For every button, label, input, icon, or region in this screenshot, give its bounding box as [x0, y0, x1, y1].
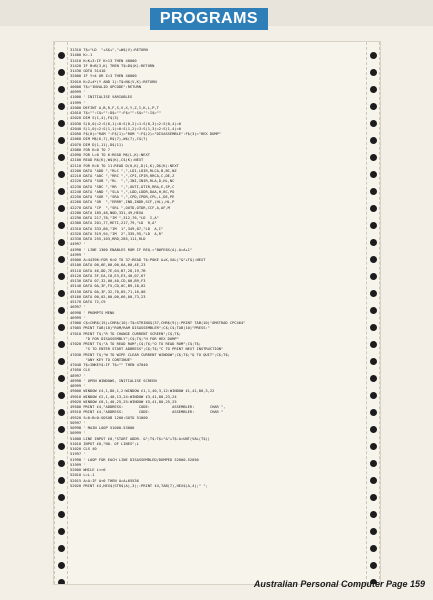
- code-line: 47040 T$=INKEY$:IF T$="" THEN 47040: [70, 363, 148, 367]
- code-line: 42290 DATA 217,78,"IM ",312,76,"LD I,A": [70, 216, 159, 220]
- code-line: 42010 T$="":C$="":D$="":F$="":S$="":I$="": [70, 111, 162, 115]
- feed-hole: [370, 494, 377, 501]
- code-line: 45120 DATA 3F,EA,C0,E3,E3,40,07,67: [70, 273, 146, 278]
- section-title-banner: [150, 8, 268, 30]
- code-line: 45140 DATA 0A,3F,F5,CD,0C,B9,18,02: [70, 284, 146, 289]
- feed-hole: [370, 341, 377, 348]
- feed-hole: [58, 545, 65, 552]
- code-line: 47020 PRINT T$;"A TO READ RAM";C$;T$;"O TO READ ROM";C$;T$;: [70, 342, 201, 346]
- code-line: 42260 DATA "OR ","ERRR",IND,INDR,SCF,(HL),HL,P: [70, 200, 175, 205]
- code-line: 44999 ': [70, 252, 86, 257]
- feed-hole: [58, 358, 65, 365]
- feed-hole: [370, 477, 377, 484]
- code-line: 42230 DATA "SBC ","RR ",",OUTI,OTIR,RRA,E,SP,C: [70, 184, 175, 189]
- code-line: 48997 ': [70, 373, 86, 378]
- section-title: PROGRAMS: [159, 10, 259, 27]
- code-line: 42220 DATA "SUB ","RL ",",INI,INIR,RLA,D,HL,NC: [70, 179, 175, 184]
- right-tractor-feed-strip: [366, 42, 380, 584]
- code-line: 45100 DATA 00,6E,00,00,6A,00,4E,23: [70, 263, 146, 268]
- code-line: 31430 GOTO 31410: [70, 69, 106, 73]
- code-line: 42100 READ R$(K),W$(K),C$(K):NEXT: [70, 158, 144, 163]
- feed-hole: [370, 256, 377, 263]
- feed-hole: [58, 477, 65, 484]
- code-line: 49500 PRINT £4,"ADDRESS: CODE: ASSEMBLER: CHAR ",: [70, 405, 226, 409]
- feed-hole: [58, 426, 65, 433]
- code-line: 41000 ' INITIALISE VARIABLES: [70, 95, 133, 100]
- feed-hole: [58, 528, 65, 535]
- feed-hole: [58, 579, 65, 584]
- code-line: 49520 S=0:B=0:GOSUB 1200:GOTO 51000: [70, 415, 148, 420]
- code-line: 45110 DATA 46,DD,7E,04,B7,28,19,7B: [70, 268, 146, 273]
- code-line: 50998 ' MAIN LOOP 51000-53000: [70, 426, 135, 430]
- feed-hole: [370, 137, 377, 144]
- code-line: 51998 ' LOOP FOR EACH LINE DISASSEMBLED/DUMPED 52000-52050: [70, 457, 199, 462]
- feed-hole: [58, 256, 65, 263]
- code-line: 47030 PRINT T$;"W TO WIPE CLEAR CURRENT WINDOW";C$;T$;"Q TO QUIT";C$;T$;: [70, 352, 230, 357]
- code-line: 42320 DATA 319,94,"IM 2",335,95,"LD A,R": [70, 231, 164, 236]
- code-line: 42070 DIM D(1,11),D$(11): [70, 142, 124, 147]
- page-footer: [254, 579, 425, 589]
- feed-hole: [370, 392, 377, 399]
- code-line: 47010 PRINT T$;"R TO CHANGE CURRENT SCREEN";C$;T$;: [70, 331, 182, 336]
- feed-hole: [370, 52, 377, 59]
- code-line: 44997 ': [70, 242, 86, 247]
- code-line: 32010 K=Z+4*(Y AND 1):T$=N$(V,K):RETURN: [70, 79, 157, 84]
- feed-hole: [58, 392, 65, 399]
- code-line: 51010 INPUT £0,"NO. OF LINES";L: [70, 441, 139, 446]
- feed-hole: [370, 290, 377, 297]
- code-line: 42250 DATA "XOR ","SRA ",",CPD,CPDR,CPL,L,DE,PE: [70, 195, 175, 199]
- publication-name: Australian Personal Computer: [253, 579, 384, 589]
- code-line: 31420 IF B<B(3,K) THEN T$=D$(K):RETURN: [70, 63, 155, 68]
- code-line: 42200 DATA "ADD ","RLC ",",LDI,LDIR,RLCA,B,BC,NZ: [70, 168, 177, 173]
- code-line: 32000 IF Y<4 OR Z=3 THEN 40000: [70, 74, 137, 79]
- left-tractor-feed-strip: [54, 42, 68, 584]
- feed-hole: [58, 494, 65, 501]
- code-line: 46997 ': [70, 305, 86, 310]
- page-header: [0, 0, 433, 26]
- feed-hole: [370, 375, 377, 382]
- feed-hole: [58, 52, 65, 59]
- feed-hole: [58, 103, 65, 110]
- code-line: 42090 FOR L=0 TO 6:READ M$(L,K):NEXT: [70, 153, 150, 157]
- code-line: "ANY KEY TO CONTINUE": [70, 357, 133, 362]
- feed-hole: [58, 239, 65, 246]
- feed-hole: [370, 86, 377, 93]
- feed-hole: [58, 375, 65, 382]
- program-listing-printout: [54, 42, 380, 584]
- feed-hole: [58, 222, 65, 229]
- code-line: 42080 FOR K=0 TO 7: [70, 147, 110, 152]
- code-line: 42280 DATA 185,48,NOD,331,49,HEXA: [70, 210, 144, 215]
- code-line: 45000 A=44396:FOR K=0 TO 37:READ T$:POKE A+K,VAL("&"+T$):NEXT: [70, 258, 206, 262]
- code-line: 42330 DATA 255,103,RRD,285,111,RLD: [70, 237, 146, 241]
- code-line: 45130 DATA 07,32,00,40,CD,00,B9,F3: [70, 279, 146, 283]
- feed-hole: [58, 69, 65, 76]
- code-line: 42040 S(1,0)=2:S(1,1)=0:S(1,2)=3:S(1,3)=2:S(1,4)=0: [70, 126, 182, 131]
- feed-hole: [58, 205, 65, 212]
- code-line: 42110 FOR K=0 TO 11:READ D(0,K),D(1,K),D$(K):NEXT: [70, 163, 179, 168]
- code-line: 49020 WINDOW £0,1,40,25,25:WINDOW £5,41,80,25,25: [70, 399, 177, 404]
- feed-hole: [370, 511, 377, 518]
- code-line: 31400 K=-1: [70, 53, 93, 58]
- code-line: 31310 T$="LD "+S$+","+W$(V):RETURN: [70, 48, 148, 52]
- feed-hole: [370, 324, 377, 331]
- code-line: 48999 ': [70, 384, 86, 388]
- code-line: 42270 DATA "CP ","SRL ",OUTD,OTDR,CCF,A,AF,M: [70, 205, 170, 210]
- code-line: 42310 DATA 333,86,"IM 1",349,87,"LD A,I": [70, 226, 164, 231]
- feed-hole: [58, 188, 65, 195]
- code-line: 45160 DATA 00,02,00,00,66,00,73,23: [70, 294, 146, 299]
- feed-hole: [370, 443, 377, 450]
- page-number: Page 159: [385, 579, 425, 589]
- code-line: 49510 PRINT £4,"ADDRESS: CODE: ASSEMBLER: CHAR ": [70, 410, 224, 415]
- code-line: 40000 T$="INVALID OPCODE":RETURN: [70, 84, 142, 89]
- feed-hole: [370, 239, 377, 246]
- code-line: 50997 ': [70, 420, 86, 425]
- code-line: 52000 WHILE L<>0: [70, 468, 106, 472]
- code-line: 42000 DEFINT A,B,R,F,S,V,X,Y,Z,I,K,L,P,T: [70, 105, 159, 110]
- feed-hole: [58, 154, 65, 161]
- feed-hole: [58, 324, 65, 331]
- feed-hole: [58, 290, 65, 297]
- code-line: 51000 LINE INPUT £0,"START ADDR. &";T$:T$="&"+T$:A=UNT(VAL(T$)): [70, 436, 210, 441]
- feed-hole: [58, 341, 65, 348]
- feed-hole: [370, 358, 377, 365]
- code-line: 42020 DIM S(1,4),F$(3): [70, 116, 119, 121]
- code-line: 42210 DATA "ADC ","RRC ",",CPI,CPIR,RRCA,C,DE,Z: [70, 174, 175, 178]
- code-line: 51999 ': [70, 462, 86, 467]
- feed-hole: [58, 273, 65, 280]
- code-line: 48998 ' OPEN WINDOWS, INITIALISE SCREEN: [70, 378, 157, 383]
- feed-hole: [58, 307, 65, 314]
- code-line: 42030 S(0,0)=2:S(0,1)=0:S(0,2)=1:S(0,3)=2:S(0,4)=0: [70, 121, 182, 126]
- code-line: 47050 CLS: [70, 368, 90, 373]
- code-line: "S TO ENTER START ADDRESS";C$;T$;"C TO PRINT NEXT INSTRUCTION": [70, 347, 224, 352]
- code-line: 46998 ' PROMPTS MENU: [70, 310, 115, 315]
- feed-hole: [370, 545, 377, 552]
- code-line: 45150 DATA 0A,3F,32,70,85,71,16,00: [70, 289, 146, 294]
- feed-hole: [370, 460, 377, 467]
- feed-hole: [370, 188, 377, 195]
- code-line: "D FOR DISASSEMBLY";C$;T$;"H FOR HEX DUMP": [70, 336, 179, 341]
- code-line: 52015 A=A:IF A<0 THEN A=A+65536: [70, 478, 139, 483]
- code-line: 42240 DATA "AND ","SLA ",",LDD,LDDR,DAA,H,BC,PO: [70, 189, 175, 194]
- feed-hole: [58, 460, 65, 467]
- code-line: 41999 ': [70, 100, 86, 105]
- feed-hole: [58, 86, 65, 93]
- feed-hole: [370, 171, 377, 178]
- code-line: 47000 C$=CHR$(15)+CHR$(10):T$=STRING$(37,CHR$(9)):PRINT TAB(10)"AMSTRAD CPC464": [70, 321, 246, 325]
- feed-hole: [58, 171, 65, 178]
- feed-hole: [58, 137, 65, 144]
- feed-hole: [370, 120, 377, 127]
- feed-hole: [370, 409, 377, 416]
- code-line: 51997 ': [70, 452, 86, 457]
- code-line: 44998 ' LINE 1300 ENABLES ROM IF REQ.="B#FE6X(A).A=A+1": [70, 247, 193, 252]
- code-line: 50999 ': [70, 431, 86, 436]
- code-line: 47005 PRINT TAB(10)"ROM/RAM DISASSEMBLER";C$;C$;TAB(10)"PRESS:": [70, 326, 210, 331]
- feed-hole: [370, 528, 377, 535]
- code-line: 31410 K=K+3:IF K>13 THEN 40000: [70, 58, 137, 63]
- basic-code-listing: [70, 48, 364, 489]
- feed-hole: [370, 273, 377, 280]
- feed-hole: [58, 409, 65, 416]
- code-line: 40999 ': [70, 90, 86, 94]
- code-line: 52010 L=L-1: [70, 473, 95, 478]
- feed-hole: [370, 154, 377, 161]
- feed-hole: [58, 120, 65, 127]
- feed-hole: [58, 562, 65, 569]
- feed-hole: [58, 443, 65, 450]
- feed-hole: [370, 562, 377, 569]
- feed-hole: [58, 511, 65, 518]
- code-line: 49000 WINDOW £4,1,80,1,2:WINDOW £1,1,40,3,12:WINDOW £1,41,80,3,22: [70, 389, 215, 394]
- code-line: 45170 DATA 72,C9: [70, 300, 106, 304]
- feed-hole: [370, 103, 377, 110]
- code-line: 46999 ': [70, 315, 86, 320]
- code-line: 52020 PRINT £4,HEX$(STR$(A),3);:PRINT £4,TAB(7),HEX$(A,4);" ";: [70, 483, 208, 488]
- code-line: 51020 CLS £0: [70, 447, 97, 451]
- code-line: 49010 WINDOW £2,1,40,13,24:WINDOW £3,41,80,23,24: [70, 394, 177, 399]
- code-line: 42050 F$(0)="RAM ":F$(1)="ROM ":F$(2)="DISASSEMBLE":F$(3)="HEX DUMP": [70, 132, 221, 136]
- code-line: 42060 DIM M$(6,7),R$(7),W$(7),C$(7): [70, 137, 148, 142]
- feed-hole: [370, 307, 377, 314]
- code-line: 42300 DATA 201,77,RETI,217,79,"LD R,A": [70, 221, 157, 226]
- feed-hole: [370, 205, 377, 212]
- feed-hole: [370, 69, 377, 76]
- feed-hole: [370, 426, 377, 433]
- feed-hole: [370, 222, 377, 229]
